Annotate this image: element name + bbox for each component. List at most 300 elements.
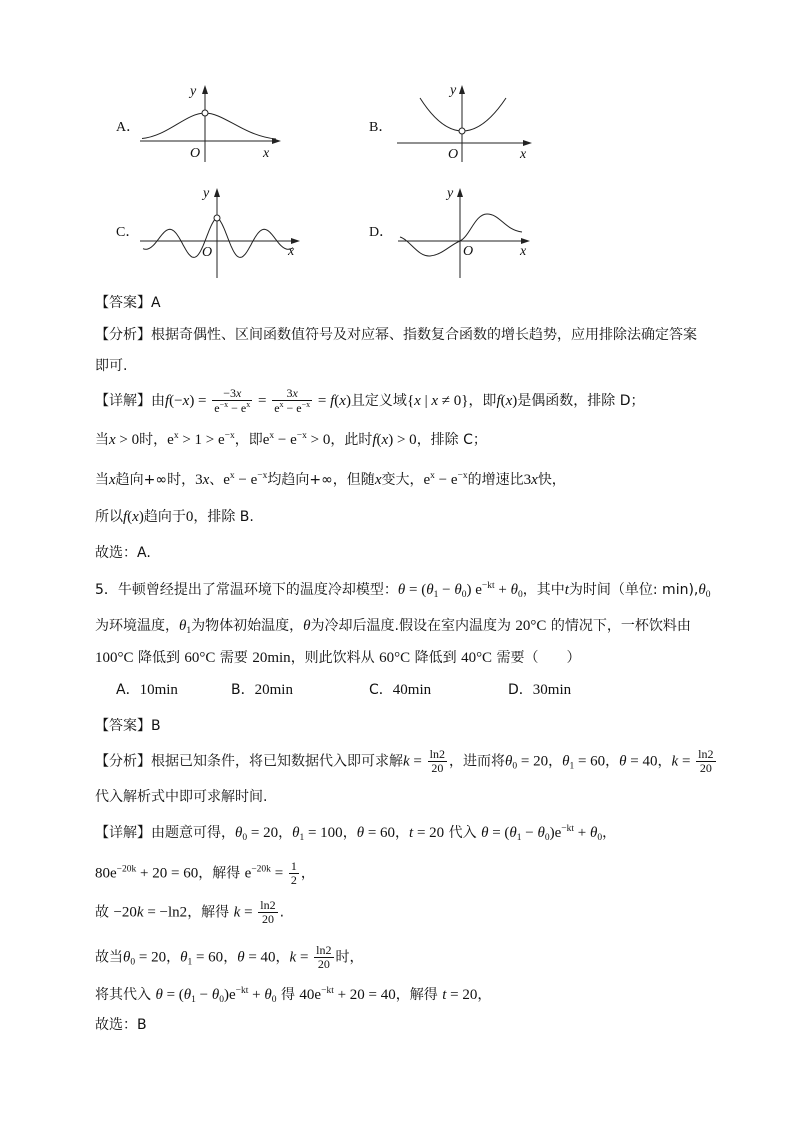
math-variable: θ	[590, 825, 598, 841]
text-run: 代入解析式中即可求解时间.	[95, 789, 268, 805]
math-variable: θ	[454, 582, 462, 598]
subscript: 1	[516, 833, 522, 843]
math-symbol: 20	[317, 957, 330, 971]
text-run: 故当	[95, 949, 123, 966]
superscript: −x	[457, 471, 468, 481]
math-symbol: (	[334, 393, 340, 409]
math-variable: θ	[510, 582, 518, 598]
math-symbol: e	[274, 401, 280, 415]
math-symbol: =	[678, 753, 695, 770]
graph-b	[397, 85, 532, 162]
math-symbol: 40°C	[461, 650, 493, 666]
math-symbol: (−	[169, 393, 183, 409]
text-run: 【详解】由	[95, 393, 165, 409]
text-run: ，解得	[187, 904, 234, 921]
math-symbol: ln2	[316, 943, 332, 957]
math-symbol: 3	[523, 472, 532, 488]
math-symbol: e	[423, 472, 431, 488]
math-symbol: ln2	[429, 747, 445, 761]
option-text: 30min	[532, 682, 572, 698]
math-variable: θ	[509, 825, 517, 841]
graph-d-x-label: x	[520, 244, 527, 259]
q5-option-d	[508, 680, 571, 700]
math-variable: θ	[504, 753, 513, 770]
math-symbol: − e	[234, 472, 258, 488]
fraction-denominator	[272, 400, 312, 415]
text-run: 故选：B	[95, 1017, 147, 1033]
text-run: ，解得	[198, 865, 245, 882]
math-variable: k	[233, 904, 241, 921]
math-variable: x	[292, 386, 298, 400]
math-symbol: +	[574, 825, 591, 841]
subscript: 0	[544, 833, 550, 843]
graph-c-x-label: x	[288, 244, 295, 259]
text-run: 为环境温度，	[95, 618, 179, 634]
math-symbol: e	[244, 865, 252, 882]
graph-c-label: C．	[116, 225, 140, 240]
math-variable: θ	[179, 618, 187, 634]
text-run: 降低到	[133, 650, 185, 666]
subscript: 1	[186, 626, 192, 636]
subscript: 1	[191, 995, 196, 1005]
option-letter: D．	[508, 682, 533, 698]
fraction	[314, 944, 333, 971]
math-symbol: 20min	[252, 650, 291, 666]
math-symbol: ) > 0	[388, 432, 417, 448]
text-run: 、	[209, 472, 224, 488]
math-symbol: ≠ 0}	[438, 393, 469, 409]
math-symbol: ) =	[189, 393, 211, 409]
text-run: ，解得	[395, 987, 443, 1003]
math-symbol: 80e	[95, 865, 117, 882]
text-run: 需要（ ）	[492, 650, 581, 666]
math-symbol: = (	[405, 582, 427, 598]
q5-stem-line-1	[95, 580, 711, 601]
superscript: x	[269, 431, 275, 441]
graph-d-curve	[400, 214, 522, 256]
math-symbol: = 20	[446, 987, 478, 1003]
math-variable: x	[182, 393, 190, 409]
math-symbol: > 1 > e	[178, 432, 225, 448]
math-symbol: )	[138, 509, 144, 525]
superscript: −20k	[116, 864, 137, 875]
q5-option-c	[369, 680, 431, 700]
text-run: 需要	[215, 650, 253, 666]
math-variable: θ	[123, 949, 131, 966]
math-symbol: +	[248, 987, 265, 1003]
text-run: ，排除 C；	[416, 432, 487, 448]
subscript: 1	[299, 833, 305, 843]
math-symbol: = 40	[626, 753, 658, 770]
text-run: 为时间（单位: min),	[568, 582, 699, 598]
fraction	[212, 387, 252, 415]
option-graphs	[0, 0, 794, 290]
math-symbol: = −ln2	[143, 904, 188, 921]
text-run: ，	[342, 825, 357, 841]
text-run: ，	[548, 753, 563, 770]
text-run: 时，	[139, 432, 168, 448]
math-variable: x	[505, 393, 513, 409]
math-variable: k	[136, 904, 144, 921]
text-run: ，	[223, 949, 238, 966]
subscript: 0	[130, 957, 136, 968]
text-run: 故选：A.	[95, 545, 151, 561]
fraction-numerator	[289, 860, 299, 873]
graph-c-curve	[143, 218, 293, 257]
text-run: 即可.	[95, 358, 128, 374]
q5-detail-line-4	[95, 944, 364, 971]
superscript: x	[279, 400, 284, 409]
text-run: ，	[275, 949, 290, 966]
q5-analysis-line-2	[95, 787, 267, 807]
math-variable: k	[289, 949, 297, 966]
superscript: −20k	[251, 864, 271, 875]
text-run: 的增速比	[467, 472, 524, 488]
text-run: ，进而将	[448, 753, 505, 770]
graph-c-hollow-point	[214, 215, 220, 221]
fraction-denominator	[258, 912, 277, 926]
text-run: ，	[657, 753, 672, 770]
math-symbol: = 60	[574, 753, 606, 770]
math-variable: f	[330, 393, 335, 409]
math-symbol: > 0	[115, 432, 140, 448]
math-symbol: + 20 = 60	[136, 865, 199, 882]
math-symbol: = 40	[244, 949, 276, 966]
q4-detail-line-4	[95, 507, 254, 527]
text-run: 为冷却后温度.假设在室内温度为	[310, 618, 516, 634]
math-symbol: 3	[286, 386, 293, 400]
math-symbol: (	[376, 432, 382, 448]
graph-b-curve	[420, 98, 506, 131]
math-variable: f	[165, 393, 170, 409]
superscript: −x	[296, 431, 307, 441]
math-variable: f	[496, 393, 501, 409]
math-symbol: {	[406, 393, 415, 409]
subscript: 0	[271, 995, 277, 1005]
fraction-numerator	[314, 944, 333, 957]
fraction	[272, 387, 312, 415]
graph-b-label: B．	[369, 120, 393, 135]
q5-detail-line-1	[95, 823, 616, 844]
math-symbol: =	[409, 753, 426, 770]
math-symbol: = 20	[517, 753, 549, 770]
text-run: 【答案】B	[95, 718, 161, 734]
text-run: ，即	[468, 393, 497, 409]
math-symbol: = 60	[364, 825, 396, 841]
q5-stem-line-2	[95, 616, 691, 637]
math-variable: θ	[211, 987, 220, 1003]
fraction-denominator	[212, 400, 252, 415]
text-run: ，即	[234, 432, 263, 448]
text-run: ，	[300, 865, 315, 882]
graph-a-label: A．	[116, 120, 141, 135]
math-symbol: 0	[185, 509, 194, 525]
math-variable: k	[671, 753, 679, 770]
math-variable: θ	[237, 949, 245, 966]
graph-b-y-arrow	[459, 85, 465, 94]
graph-d-y-label: y	[447, 186, 454, 201]
q5-detail-line-5	[95, 985, 491, 1006]
text-run: 趋向+∞时，	[115, 472, 196, 488]
math-symbol: −3	[223, 386, 236, 400]
math-symbol: = 60	[192, 949, 224, 966]
q4-detail-line-5	[95, 543, 151, 563]
fraction	[428, 748, 447, 775]
fraction-denominator	[696, 761, 715, 775]
text-run: 【分析】根据已知条件，将已知数据代入即可求解	[95, 753, 403, 770]
text-run: ，	[166, 949, 181, 966]
text-run: ，此时	[330, 432, 373, 448]
fraction-denominator	[428, 761, 447, 775]
subscript: 0	[219, 995, 225, 1005]
graph-a-origin-label: O	[190, 146, 201, 161]
math-symbol: )	[512, 393, 518, 409]
subscript: 0	[517, 590, 523, 600]
graph-a-x-label: x	[263, 146, 270, 161]
q5-option-a	[116, 680, 178, 700]
math-symbol: = 20	[135, 949, 167, 966]
text-run: 当	[95, 472, 109, 488]
text-run: ，	[278, 825, 293, 841]
math-symbol: −20	[113, 904, 137, 921]
math-variable: θ	[481, 825, 489, 841]
math-symbol: 20	[261, 912, 274, 926]
math-variable: θ	[426, 582, 434, 598]
graph-a-y-label: y	[190, 84, 197, 99]
math-symbol: e	[223, 472, 230, 488]
text-run: ，	[395, 825, 410, 841]
text-run: ，	[605, 753, 620, 770]
text-run: 所以	[95, 509, 123, 525]
math-symbol: =	[254, 393, 271, 409]
graph-a-hollow-point	[202, 110, 208, 116]
graph-a-curve	[142, 113, 276, 139]
math-variable: x	[374, 472, 382, 488]
math-symbol: > 0	[306, 432, 331, 448]
math-symbol: )e	[549, 825, 562, 841]
option-letter: C．	[369, 682, 393, 698]
math-symbol: 60°C	[184, 650, 216, 666]
math-symbol: −	[438, 582, 455, 598]
text-run: 降低到	[410, 650, 462, 666]
q4-detail-line-1	[95, 387, 645, 415]
text-run: 是偶函数，排除 D；	[517, 393, 645, 409]
graph-c	[140, 188, 300, 278]
math-symbol: 60°C	[379, 650, 411, 666]
option-text: 10min	[139, 682, 178, 698]
math-symbol: = 20	[413, 825, 445, 841]
q4-analysis-line-2	[95, 356, 127, 376]
math-variable: x	[431, 393, 438, 409]
math-symbol: = (	[488, 825, 510, 841]
text-run: 将其代入	[95, 987, 156, 1003]
graph-d-origin-label: O	[463, 244, 474, 259]
subscript: 0	[597, 833, 603, 843]
math-symbol: 100°C	[95, 650, 134, 666]
graph-b-hollow-point	[459, 128, 465, 134]
math-symbol: 20	[699, 761, 712, 775]
math-variable: θ	[235, 825, 243, 841]
option-letter: A．	[116, 682, 140, 698]
math-variable: t	[564, 582, 569, 598]
math-symbol: − e	[283, 401, 302, 415]
subscript: 1	[433, 590, 439, 600]
math-variable: θ	[356, 825, 365, 841]
math-symbol: |	[420, 393, 432, 409]
text-run: ，其中	[522, 582, 565, 598]
superscript: −kt	[561, 824, 575, 834]
graph-a	[140, 85, 281, 162]
subscript: 0	[705, 590, 711, 600]
math-symbol: 40e	[299, 987, 322, 1003]
text-run: ，则此饮料从	[290, 650, 380, 666]
superscript: x	[229, 471, 235, 481]
q5-detail-line-2	[95, 860, 315, 887]
superscript: x	[173, 431, 179, 441]
text-run: 得	[276, 987, 300, 1003]
text-run: 代入	[444, 825, 482, 841]
math-symbol: =	[270, 865, 287, 882]
graph-b-y-label: y	[450, 83, 457, 98]
math-variable: θ	[698, 582, 706, 598]
math-symbol: −	[195, 987, 212, 1003]
graph-c-origin-label: O	[202, 245, 213, 260]
text-run: 5．牛顿曾经提出了常温环境下的温度冷却模型：	[95, 582, 398, 598]
math-variable: x	[414, 393, 421, 409]
text-run: 的情况下，一杯饮料由	[546, 618, 691, 634]
text-run: 趋向于	[143, 509, 186, 525]
text-run: 且定义域	[350, 393, 407, 409]
fraction-numerator	[212, 387, 252, 400]
math-variable: θ	[180, 949, 188, 966]
graph-c-y-arrow	[214, 188, 220, 197]
text-run: 快，	[537, 472, 566, 488]
math-symbol: e	[214, 401, 220, 415]
subscript: 0	[512, 761, 518, 772]
math-symbol: )	[345, 393, 351, 409]
graph-b-origin-label: O	[448, 147, 459, 162]
fraction-numerator	[258, 899, 277, 912]
math-variable: θ	[292, 825, 300, 841]
q5-detail-line-3	[95, 899, 284, 926]
math-symbol: − e	[274, 432, 297, 448]
text-run: ，	[602, 825, 617, 841]
math-variable: θ	[619, 753, 627, 770]
math-variable: θ	[537, 825, 545, 841]
math-variable: x	[109, 472, 116, 488]
q5-stem-line-3	[95, 648, 581, 668]
math-variable: θ	[183, 987, 192, 1003]
superscript: −x	[301, 400, 311, 409]
q5-analysis-line-1	[95, 748, 718, 775]
math-symbol: (	[127, 509, 133, 525]
math-symbol: )e	[224, 987, 236, 1003]
q5-detail-line-6	[95, 1015, 147, 1035]
math-variable: θ	[562, 753, 570, 770]
text-run: 为物体初始温度，	[191, 618, 304, 634]
superscript: x	[246, 400, 251, 409]
graph-b-x-label: x	[520, 147, 527, 162]
q5-option-b	[231, 680, 293, 700]
fraction-denominator	[289, 873, 299, 887]
math-symbol: = (	[162, 987, 184, 1003]
math-symbol: − e	[434, 472, 458, 488]
text-run: .	[279, 904, 285, 921]
q4-analysis-line-1	[95, 325, 697, 345]
text-run: ，排除 B.	[193, 509, 254, 525]
math-variable: x	[202, 472, 210, 488]
math-symbol: 20	[431, 761, 444, 775]
fraction	[258, 899, 277, 926]
text-run: 故	[95, 904, 114, 921]
math-variable: t	[409, 825, 414, 841]
math-symbol: ln2	[698, 747, 714, 761]
math-variable: f	[372, 432, 377, 448]
math-variable: f	[123, 509, 128, 525]
math-symbol: −	[521, 825, 538, 841]
fraction-numerator	[428, 748, 447, 761]
graph-d	[398, 188, 530, 278]
option-text: 20min	[254, 682, 293, 698]
text-run: 【详解】由题意可得，	[95, 825, 235, 841]
option-letter: B．	[231, 682, 255, 698]
math-variable: θ	[155, 987, 163, 1003]
fraction	[696, 748, 715, 775]
math-variable: θ	[264, 987, 272, 1003]
superscript: −kt	[481, 581, 495, 591]
math-variable: x	[531, 472, 538, 488]
graph-d-label: D．	[369, 225, 394, 240]
superscript: −x	[219, 400, 229, 409]
q4-detail-line-3	[95, 470, 566, 490]
graph-a-y-arrow	[202, 85, 208, 94]
text-run: 均趋向+∞，但随	[267, 472, 375, 488]
math-symbol: + 20 = 40	[333, 987, 396, 1003]
graph-d-y-arrow	[457, 188, 463, 197]
q5-answer	[95, 716, 161, 736]
math-symbol: = 20	[247, 825, 279, 841]
superscript: −kt	[235, 986, 249, 996]
math-symbol: 20°C	[515, 618, 547, 634]
math-symbol: ln2	[260, 898, 276, 912]
q4-answer	[95, 293, 161, 313]
subscript: 1	[569, 761, 575, 772]
text-run: 【答案】A	[95, 295, 161, 311]
math-symbol: =	[240, 904, 257, 921]
q4-detail-line-2	[95, 430, 487, 450]
superscript: −x	[224, 431, 235, 441]
fraction-denominator	[314, 957, 333, 971]
math-symbol: = 100	[304, 825, 343, 841]
text-run: ，	[477, 987, 492, 1003]
math-symbol: =	[296, 949, 313, 966]
math-symbol: 2	[290, 873, 297, 887]
math-symbol: 1	[290, 859, 297, 873]
fraction-numerator	[272, 387, 312, 400]
superscript: −kt	[321, 986, 334, 996]
math-variable: x	[109, 432, 116, 448]
subscript: 0	[461, 590, 467, 600]
math-variable: x	[132, 509, 139, 525]
math-variable: k	[403, 753, 410, 770]
subscript: 0	[242, 833, 248, 843]
fraction	[289, 860, 299, 887]
graph-b-x-arrow	[523, 140, 532, 146]
math-variable: x	[381, 432, 389, 448]
math-symbol: e	[262, 432, 270, 448]
superscript: −x	[257, 471, 268, 481]
fraction-numerator	[696, 748, 715, 761]
